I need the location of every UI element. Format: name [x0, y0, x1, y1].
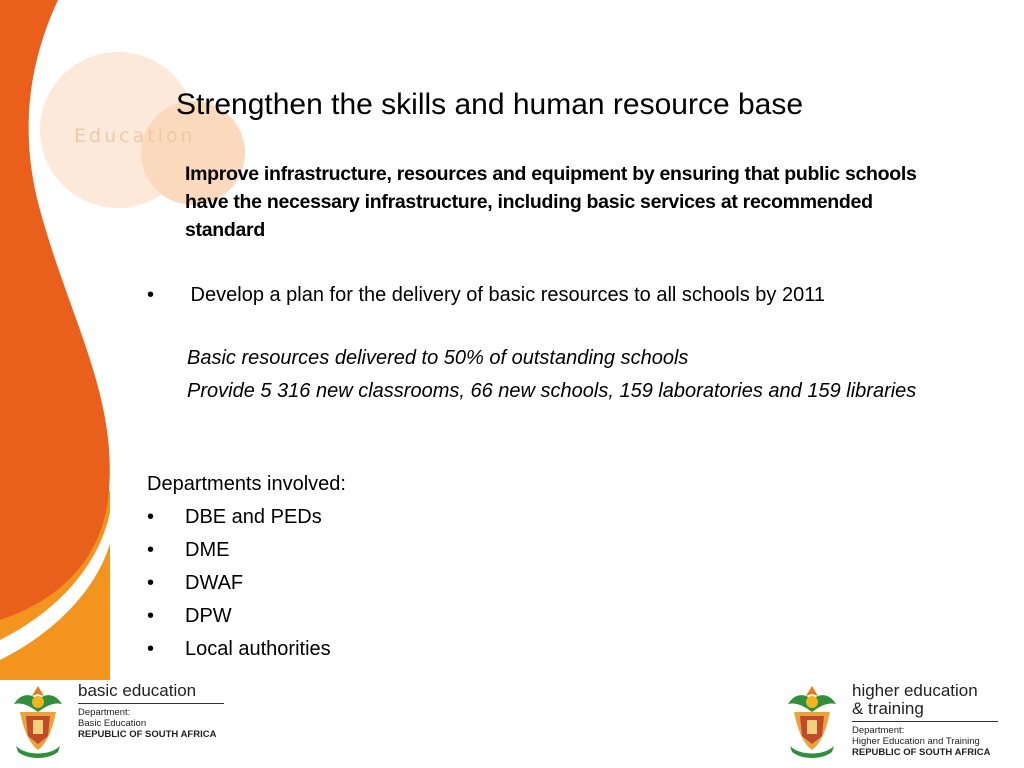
higher-education-logo — [780, 682, 1010, 762]
main-bullet-text: Develop a plan for the delivery of basic resources to all schools by 2011 — [185, 284, 825, 306]
italic-line-1: Basic resources delivered to 50% of outstanding schools — [187, 347, 689, 369]
logo-left-dept-name: Basic Education — [78, 718, 147, 729]
logo-left-name: basic education — [78, 681, 197, 700]
list-item: • DME — [147, 539, 230, 561]
logo-divider — [852, 721, 998, 722]
basic-education-logo — [6, 682, 236, 762]
education-watermark: Education — [74, 125, 196, 147]
list-item: • DBE and PEDs — [147, 506, 322, 528]
page-title: Strengthen the skills and human resource base — [176, 88, 804, 121]
logo-divider — [78, 703, 224, 704]
list-item: • DPW — [147, 605, 232, 627]
bullet-glyph: • — [147, 284, 155, 306]
logo-right-name-line1: higher education — [852, 681, 978, 700]
logo-left-country: REPUBLIC OF SOUTH AFRICA — [78, 729, 217, 740]
coat-of-arms-icon — [780, 682, 844, 760]
list-item: • DWAF — [147, 572, 244, 594]
departments-heading: Departments involved: — [147, 473, 346, 495]
logo-right-name-line2: & training — [852, 699, 924, 718]
departments-list — [147, 504, 331, 669]
bullet-glyph: • — [147, 539, 155, 561]
bold-intro: Improve infrastructure, resources and equipment by ensuring that public schools have the necessary infrastructure, including basic services at recommended standard — [185, 163, 917, 241]
italic-line-2: Provide 5 316 new classrooms, 66 new schools, 159 laboratories and 159 libraries — [187, 380, 917, 402]
bullet-glyph: • — [147, 605, 155, 627]
logo-right-dept-name: Higher Education and Training — [852, 736, 980, 747]
logo-left-dept-label: Department: — [78, 707, 131, 718]
bullet-glyph: • — [147, 506, 155, 528]
list-item: • Local authorities — [147, 638, 331, 660]
logo-right-dept-label: Department: — [852, 725, 905, 736]
logo-right-country: REPUBLIC OF SOUTH AFRICA — [852, 747, 991, 758]
coat-of-arms-icon — [6, 682, 70, 760]
main-bullet — [147, 282, 825, 308]
bullet-glyph: • — [147, 572, 155, 594]
bullet-glyph: • — [147, 638, 155, 660]
